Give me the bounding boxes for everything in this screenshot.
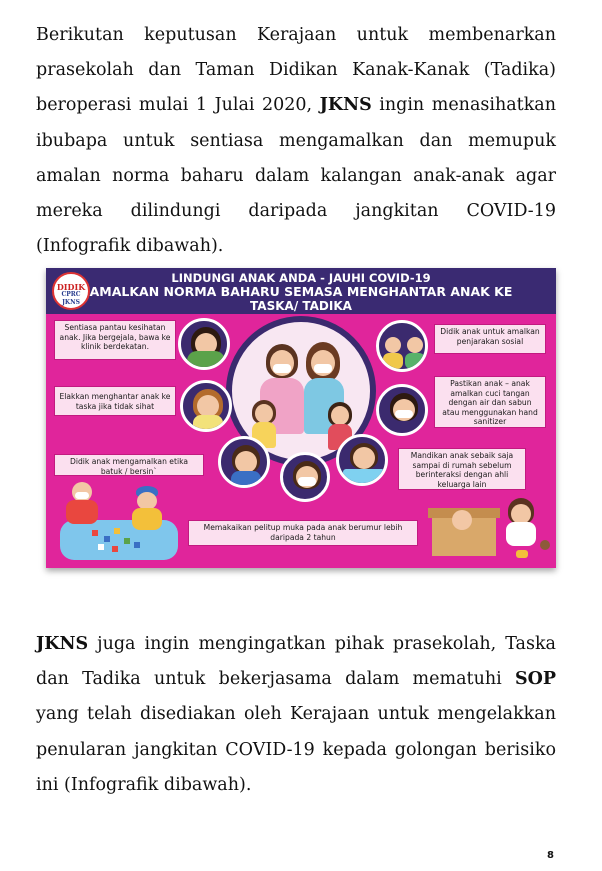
infographic-banner: [46, 268, 556, 314]
intro-text-2: ingin menasihatkan ibubapa untuk sentiasa mengamalkan dan memupuk amalan norma baharu dalam kalangan anak-anak agar mereka dilindungi daripada jangkitan COVID-19 (Infografik dibawah).: [36, 95, 556, 257]
children-playing-illustration: [52, 480, 186, 568]
reminder-text-1: juga ingin mengingatkan pihak prasekolah, Taska dan Tadika untuk bekerjasama dalam mematuhi: [36, 634, 556, 690]
reminder-bold-jkns: JKNS: [36, 634, 89, 654]
infographic-title-2: AMALKAN NORMA BAHARU SEMASA MENGHANTAR ANAK KE: [89, 284, 513, 299]
masked-child-icon: [280, 452, 330, 502]
bathing-child-icon: [336, 434, 388, 486]
tip-hand-washing: Pastikan anak – anak amalkan cuci tangan dengan air dan sabun atau menggunakan hand sanitizer: [434, 376, 546, 428]
sick-child-icon: [178, 318, 230, 370]
intro-paragraph: [36, 18, 556, 264]
handwashing-child-icon: [376, 384, 428, 436]
tip-monitor-health: Sentiasa pantau kesihatan anak. Jika bergejala, bawa ke klinik berdekatan.: [54, 320, 176, 360]
tip-social-distancing: Didik anak untuk amalkan penjarakan sosial: [434, 324, 546, 354]
infographic-title-3: TASKA/ TADIKA: [250, 299, 352, 313]
intro-bold-jkns: JKNS: [319, 95, 372, 116]
unwell-child-icon: [180, 380, 232, 432]
logo-top-text: DIDIK: [56, 282, 86, 292]
reminder-bold-sop: SOP: [514, 669, 556, 690]
tip-face-mask: Memakaikan pelitup muka pada anak berumur lebih daripada 2 tahun: [188, 520, 418, 546]
jkns-logo: [52, 272, 90, 310]
reminder-paragraph: [36, 627, 556, 803]
reminder-text-2: yang telah disediakan oleh Kerajaan untuk mengelakkan penularan jangkitan COVID-19 kepada golongan berisiko ini (Infografik dibawah).: [36, 704, 556, 795]
tip-avoid-sending-sick: Elakkan menghantar anak ke taska jika tidak sihat: [54, 386, 176, 416]
intro-text-1: Berikutan keputusan Kerajaan untuk membenarkan prasekolah dan Taman Didikan Kanak-Kanak (Tadika) beroperasi mulai 1 Julai 2020,: [36, 25, 556, 116]
page-number: 8: [547, 850, 554, 861]
children-toys-illustration: [418, 490, 556, 568]
distancing-children-icon: [376, 320, 428, 372]
infographic-title-1: LINDUNGI ANAK ANDA - JAUHI COVID-19: [171, 271, 431, 285]
sneezing-child-icon: [218, 436, 270, 488]
tip-cough-etiquette: Didik anak mengamalkan etika batuk / bersin`: [54, 454, 204, 476]
covid-infographic: [46, 268, 556, 568]
tip-bath-child: Mandikan anak sebaik saja sampai di rumah sebelum berinteraksi dengan ahli keluarga lain: [398, 448, 526, 490]
logo-text: CPRC JKNS: [61, 291, 81, 306]
